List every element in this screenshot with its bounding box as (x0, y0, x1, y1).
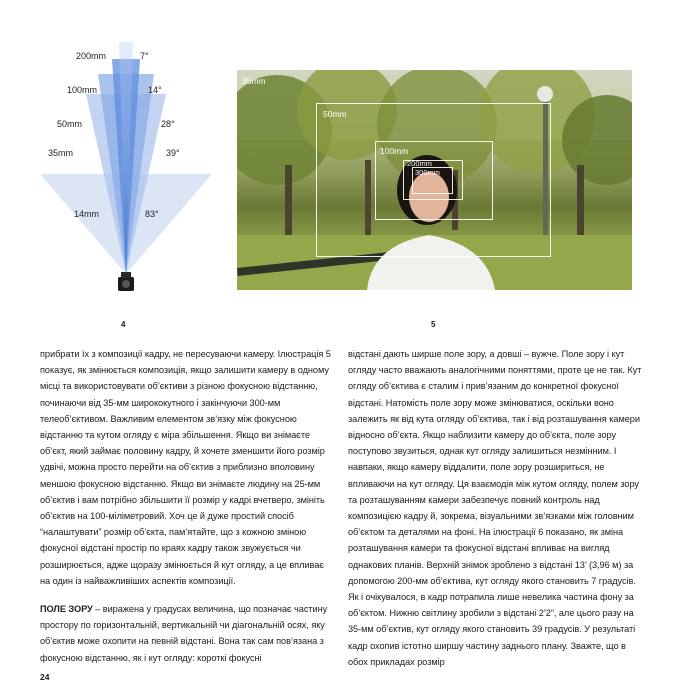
angle-label-7: 7° (140, 51, 149, 61)
field-of-view-definition: – виражена у градусах величина, що позначає частину простору по горизонтальній, вертикальній чи діагональній осях, яку об’єктив може охопити на певній відстані. Вона так сам пов’язана з фокусною відстанню, як і кут огляду: короткі фокусні (40, 604, 328, 663)
angle-label-14: 14° (148, 85, 162, 95)
focal-label-50mm: 50mm (57, 119, 83, 129)
focal-label-35mm: 35mm (48, 148, 74, 158)
focal-label-100mm: 100mm (67, 85, 98, 95)
figure-4-angle-of-view-diagram (28, 34, 228, 309)
heading-field-of-view: ПОЛЕ ЗОРУ (40, 604, 93, 615)
focal-label-200mm: 200mm (76, 51, 107, 61)
camera-icon (118, 272, 134, 291)
paragraph-composition: прибрати їх з композиції кадру, не пересуваючи камеру. Ілюстрація 5 показує, як змінюється композиція, якщо залишити камеру в одному місці та використовувати об’єктиви з різною фокусною відстанню, починаючи від 35-мм ширококутного і закінчуючи 300-мм телеоб’єктивом. Важливим елементом зв’язку між фокусною відстанню та кутом огляду є міра збільшення. Якщо ви знімаєте об’єкт, який займає половину кадру, й хочете зменшити його розмір удвічі, можна просто перейти на об’єктив з приблизно вполовину меншою фокусною відстанню. Якщо ви знімаєте людину на 25-мм об’єктив і вам потрібно збільшити її розмір у кадрі вчетверо, змініть об’єктив на 100-міліметровий. Хоч це й дуже простий спосіб “налаштувати” розмір об’єкта, пам’ятайте, що з кожною зміною фокусної відстані простір по краях кадру також звужується чи розширюється, адже щоразу змінюється й кут огляду, а це впливає на один із найважливіших аспектів композиції. (40, 349, 331, 586)
text-column-right (348, 346, 644, 670)
figure-5-framing-photo (237, 70, 632, 290)
focal-label-14mm: 14mm (74, 209, 100, 219)
angle-label-39: 39° (166, 148, 180, 158)
frame-label-35mm: 35mm (242, 76, 266, 86)
figure-4-number: 4 (121, 320, 126, 329)
angle-label-28: 28° (161, 119, 175, 129)
angle-label-83: 83° (145, 209, 159, 219)
figure-5-number: 5 (431, 320, 436, 329)
frame-label-200mm: 200mm (407, 159, 433, 168)
text-column-left (40, 346, 336, 666)
paragraph-field-of-view (40, 601, 336, 666)
page-number: 24 (40, 672, 50, 682)
angle-of-view-fan (28, 34, 228, 309)
paragraph-continued: відстані дають ширше поле зору, а довші – вужче. Поле зору і кут огляду часто вважають аналогічними поняттями, проте це не так. Кут огляду об’єктива є сталим і прив’язаним до конкретної фокусної відстані. Натомість поле зору може змінюватися, оскільки воно залежить як від кута огляду об’єктива, так і від розташування камери відносно об’єкта. Якщо наблизити камеру до об’єкта, поле зору поступово звузиться, однак кут огляду залишиться незмінним. І навпаки, якщо камеру віддалити, поле зору розшириться, не впливаючи на кут огляду. Ця взаємодія між кутом огляду, полем зору та розташуванням камери забезпечує повний контроль над композицією кадру й, зокрема, візуальними зв’язками між головним об’єктом та деталями на фоні. На ілюстрації 6 показано, як зміна розташування камери та фокусної відстані впливає на вигляд однакових планів. Верхній знімок зроблено з відстані 13’ (3,96 м) за допомогою 200-мм об’єктива, кут огляду якого становить 7 градусів. Як і очікувалося, в кадр потрапила лише невелика частина фону за об’єктом. Нижню світлину зробили з відстані 2’2”, але цього разу на 35-мм об’єктив, кут огляду якого становить 39 градусів. У результаті кадр охопив істотно ширшу частину заднього плану. Зважте, що в обох прикладах розмір (348, 349, 642, 667)
frame-label-300mm: 300mm (415, 168, 441, 177)
frame-label-50mm: 50mm (323, 109, 347, 119)
frame-label-100mm: 100mm (380, 146, 409, 156)
